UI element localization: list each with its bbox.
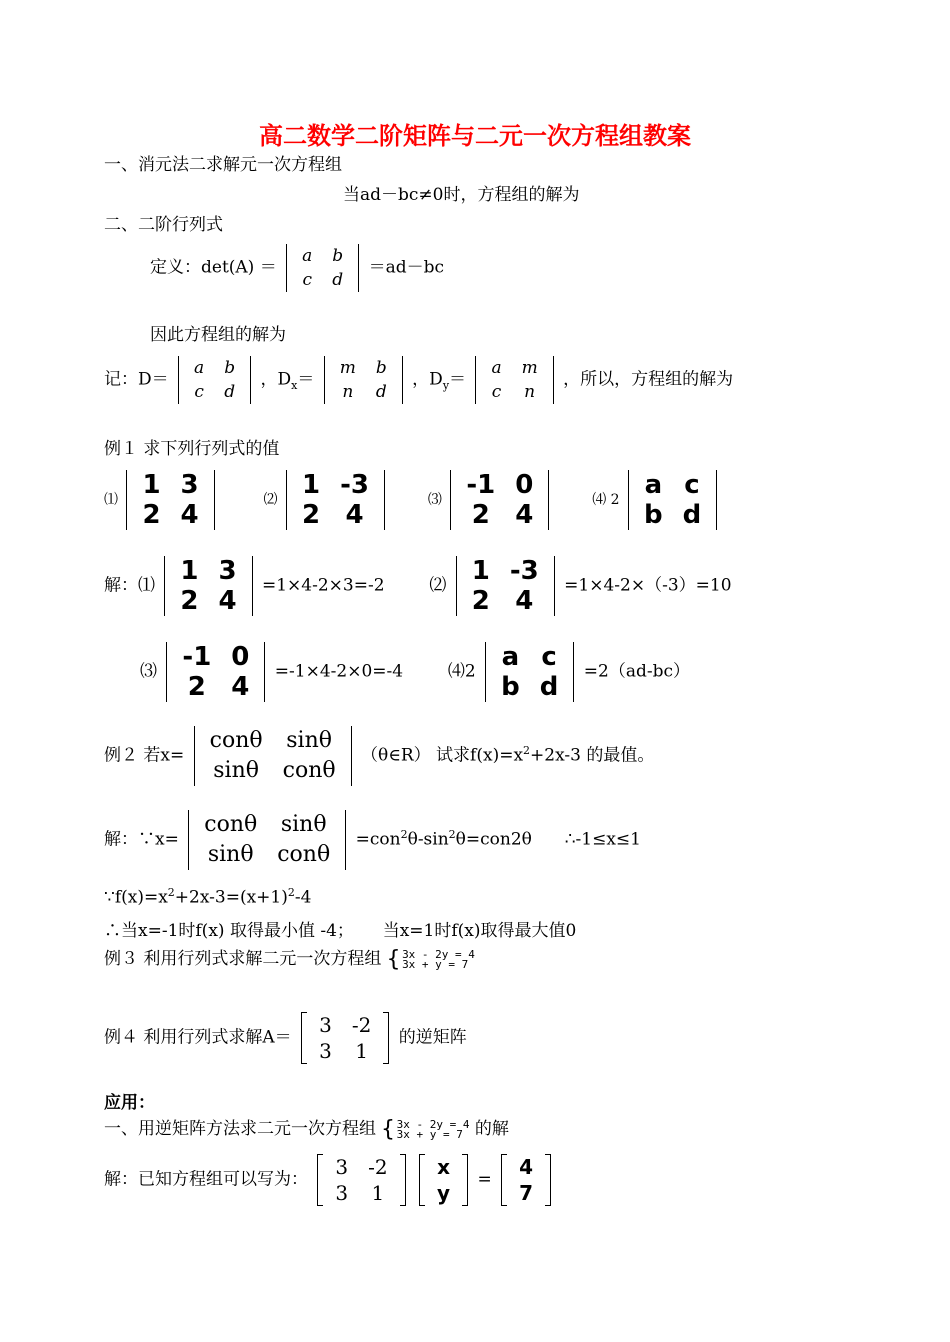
maximum-text: 当x=1时f(x)取得最大值0 [382, 921, 577, 941]
cell: conθ [209, 728, 263, 753]
item-label: ⑴ [104, 492, 118, 508]
solution-label: ⑷2 [447, 661, 476, 682]
dx-sub: x [291, 378, 298, 392]
solution-determinant [456, 556, 555, 616]
cell: y [437, 1181, 451, 1205]
cell: -1 [466, 470, 496, 500]
therefore-line: 因此方程组的解为 [150, 325, 286, 345]
cell: 2 [187, 672, 206, 702]
solution-determinant [485, 642, 574, 702]
brace-icon: { [386, 946, 401, 972]
dy-label: ，D [412, 369, 443, 390]
determinant-Dx [324, 356, 403, 404]
coefficient-matrix [317, 1154, 405, 1206]
application-heading: 应用： [104, 1093, 155, 1113]
equation-system [381, 1116, 470, 1142]
cell: 1 [142, 470, 161, 500]
cell: b [332, 246, 344, 266]
equation: 3x + y = 7 [396, 1127, 463, 1141]
solution-text: θ-sin [407, 829, 449, 850]
equation: 3x + y = 7 [402, 957, 469, 971]
notation-line [104, 356, 733, 404]
dx-eq: ＝ [297, 369, 315, 390]
section-1-heading: 一、消元法二求解元一次方程组 [104, 155, 342, 175]
example-1-solution-row-2 [140, 642, 690, 702]
dx-label: ，D [260, 369, 292, 390]
solution-text: θ=con2θ [455, 829, 532, 850]
superscript: 2 [287, 886, 295, 899]
cell: sinθ [280, 812, 327, 837]
cell: 3 [319, 1013, 332, 1037]
cell: b [224, 358, 236, 378]
cell: 3 [180, 470, 199, 500]
dy-sub: y [442, 378, 450, 392]
example-4-matrix [301, 1012, 389, 1064]
cell: c [541, 642, 557, 672]
cell: sinθ [213, 758, 260, 783]
page-title: 高二数学二阶矩阵与二元一次方程组教案 [259, 121, 691, 150]
cell: 4 [180, 500, 199, 530]
example-1-solution-row-1 [104, 556, 732, 616]
cell: a [491, 358, 502, 378]
cell: 3 [319, 1039, 332, 1063]
notation-label: 记：D＝ [104, 369, 169, 390]
cell: 1 [355, 1039, 368, 1063]
superscript: 2 [167, 886, 175, 899]
example-2-line [104, 726, 654, 786]
example-2-heading: 例２ 若x= [104, 745, 185, 766]
example-2-condition: （θ∈R） 试求f(x)=x [361, 745, 524, 766]
f-expansion-line [104, 886, 311, 908]
cell: 0 [231, 642, 250, 672]
cell: -2 [351, 1013, 372, 1037]
constant-vector [501, 1154, 551, 1206]
definition-label: 定义：det(A) ＝ [150, 257, 277, 278]
cell: 1 [471, 556, 490, 586]
superscript: 2 [448, 827, 456, 841]
equation-system [386, 946, 475, 972]
minimum-text: ∴当x=-1时f(x) 取得最小值 -4； [104, 921, 354, 941]
definition-line [150, 244, 444, 292]
cell: 1 [302, 470, 321, 500]
section-1-condition: 当ad－bc≠0时，方程组的解为 [343, 185, 580, 205]
solution-label: 解：已知方程组可以写为： [104, 1169, 308, 1190]
cell: c [491, 382, 502, 402]
cell: -3 [340, 470, 369, 500]
superscript: 2 [400, 827, 408, 841]
cell: b [644, 500, 663, 530]
item-determinant [286, 470, 385, 530]
solution-label: 解：⑴ [104, 575, 155, 596]
example-2-determinant [194, 726, 352, 786]
question-tail: 的解 [474, 1119, 509, 1139]
solution-value: =2（ad-bc） [583, 661, 691, 682]
example-2-condition-tail: +2x-3 的最值。 [530, 745, 655, 766]
cell: 4 [515, 586, 534, 616]
cell: d [539, 672, 559, 702]
solution-determinant [166, 642, 265, 702]
cell: 2 [471, 500, 490, 530]
cell: 1 [371, 1181, 385, 1205]
example-1-items [104, 470, 721, 530]
section-2-heading: 二、二阶行列式 [104, 215, 223, 235]
solution-value: =-1×4-2×0=-4 [274, 661, 404, 682]
cell: 2 [180, 586, 199, 616]
equation: 3x - 2y = 4 [402, 947, 475, 961]
cell: c [684, 470, 700, 500]
cell: a [501, 642, 520, 672]
cell: 1 [180, 556, 199, 586]
example-3-line [104, 944, 475, 970]
solution-label: ⑵ [429, 575, 447, 596]
cell: 2 [302, 500, 321, 530]
f-text: ∵f(x)=x [104, 887, 168, 908]
solution-value: =1×4-2×3=-2 [262, 575, 385, 596]
item-determinant [450, 470, 549, 530]
item-label: ⑶ [427, 492, 442, 508]
cell: 3 [335, 1155, 349, 1179]
cell: 3 [335, 1181, 349, 1205]
item-determinant [126, 470, 214, 530]
cell: n [342, 382, 354, 402]
cell: b [375, 358, 387, 378]
brace-icon: { [381, 1116, 395, 1142]
cell: 4 [345, 500, 364, 530]
equals-sign: = [477, 1169, 492, 1190]
cell: 4 [218, 586, 237, 616]
cell: x [437, 1155, 450, 1179]
superscript: 2 [523, 743, 531, 757]
determinant-D [178, 356, 251, 404]
item-determinant [628, 470, 717, 530]
definition-result: ＝ad－bc [368, 257, 444, 278]
cell: c [194, 382, 204, 402]
solution-label: 解：∵x= [104, 829, 179, 850]
cell: 4 [231, 672, 250, 702]
cell: 2 [471, 586, 490, 616]
cell: 4 [515, 500, 534, 530]
extremes-line [104, 916, 576, 941]
example-2-solution-line [104, 810, 641, 870]
cell: a [302, 246, 313, 266]
notation-tail: ，所以，方程组的解为 [563, 369, 734, 390]
cell: -1 [182, 642, 212, 672]
cell: d [332, 270, 344, 290]
cell: a [194, 358, 205, 378]
cell: 3 [218, 556, 237, 586]
cell: conθ [204, 812, 258, 837]
cell: -3 [509, 556, 539, 586]
cell: c [302, 270, 312, 290]
cell: sinθ [286, 728, 332, 753]
cell: n [524, 382, 536, 402]
dy-eq: ＝ [449, 369, 467, 390]
cell: conθ [282, 758, 336, 783]
cell: 0 [515, 470, 534, 500]
item-label: ⑵ [263, 492, 278, 508]
question-text: 一、用逆矩阵方法求二元一次方程组 [104, 1119, 376, 1139]
cell: d [375, 382, 387, 402]
cell: 7 [519, 1181, 534, 1205]
example-2-solution-determinant [188, 810, 346, 870]
solution-label: ⑶ [140, 661, 157, 682]
solution-value: =1×4-2×（-3）=10 [564, 575, 732, 596]
example-4-line [104, 1012, 467, 1064]
f-text: -4 [294, 887, 312, 908]
cell: conθ [277, 842, 331, 867]
example-3-heading: 例３ 利用行列式求解二元一次方程组 [104, 949, 382, 969]
example-4-heading: 例４ 利用行列式求解A＝ [104, 1027, 292, 1048]
variable-vector [419, 1154, 468, 1206]
cell: 4 [519, 1155, 534, 1179]
example-1-heading: 例１ 求下列行列式的值 [104, 439, 280, 459]
equation: 3x - 2y = 4 [396, 1117, 470, 1131]
f-text: +2x-3=(x+1) [174, 887, 288, 908]
cell: b [501, 672, 520, 702]
definition-determinant [286, 244, 359, 292]
cell: a [644, 470, 663, 500]
solution-determinant [164, 556, 252, 616]
cell: d [224, 382, 236, 402]
cell: 2 [142, 500, 161, 530]
determinant-Dy [475, 356, 553, 404]
item-label: ⑷ 2 [592, 492, 620, 508]
cell: m [339, 358, 356, 378]
application-solution [104, 1154, 555, 1206]
solution-range: ∴-1≤x≤1 [564, 829, 641, 850]
cell: -2 [368, 1155, 388, 1179]
example-4-tail: 的逆矩阵 [398, 1027, 467, 1048]
cell: d [682, 500, 702, 530]
cell: sinθ [207, 842, 254, 867]
application-question [104, 1114, 509, 1140]
cell: m [521, 358, 538, 378]
solution-text: =con [355, 829, 401, 850]
